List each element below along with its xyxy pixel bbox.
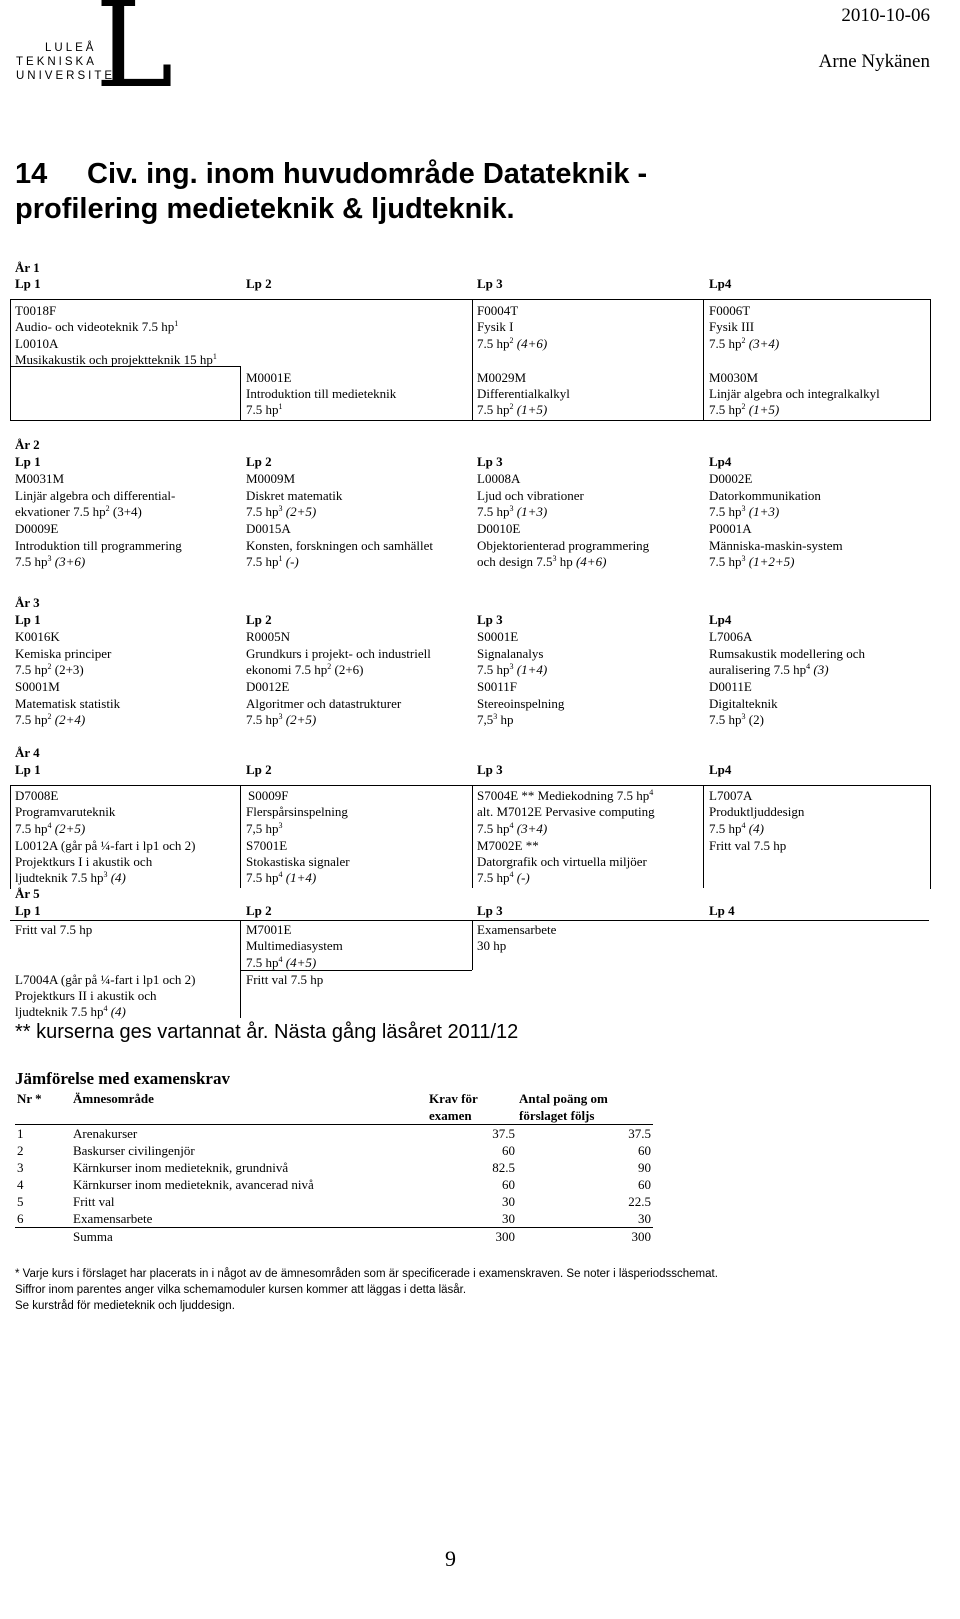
course-credits: 7.5 $hp^2$ (2+3) (15, 662, 84, 677)
course-code: L7007A (709, 788, 753, 803)
course-name: Produktljuddesign (709, 804, 805, 819)
year-5-divider (472, 920, 473, 970)
year-2-heading: År 2 (15, 437, 40, 452)
year-5-divider (240, 920, 241, 1018)
course-code: M0030M (709, 370, 759, 385)
title-line-1: Civ. ing. inom huvudområde Datateknik - (87, 158, 648, 190)
year-2-lp4: Lp4 (709, 454, 732, 469)
course-name: S7004E ** Mediekodning 7.5 $hp^4$ (477, 788, 654, 803)
course-code: K0016K (15, 629, 60, 644)
course-credits: $7,5^3$ hp (477, 712, 514, 727)
footnote-2: Siffror inom parentes anger vilka schemamoduler kursen kommer att läggas i detta läsår. (15, 1284, 467, 1296)
course-code: M0001E (246, 370, 292, 385)
year-4-divider (240, 785, 241, 888)
course-name: Grundkurs i projekt- och industriell (246, 646, 431, 661)
table-row: 5 Fritt val 30 22.5 (17, 1194, 651, 1209)
table-row: 2 Baskurser civilingenjör 60 60 (17, 1143, 651, 1158)
course-code: S7001E (246, 838, 288, 853)
course-credits: 7.5 $hp^4$ (3+4) (477, 821, 548, 836)
course-code: L0012A (går på ¼-fart i lp1 och 2) (15, 838, 196, 853)
year-3-lp4: Lp4 (709, 612, 732, 627)
course-name: Stereoinspelning (477, 696, 565, 711)
page-title (15, 157, 647, 227)
course-name: Objektorienterad programmering (477, 538, 650, 553)
header-antal: Antal poäng om förslaget följs (519, 1091, 608, 1123)
course-credits: 7.5 $hp^4$ (-) (477, 870, 530, 885)
year-1-divider (240, 366, 241, 420)
document-author: Arne Nykänen (818, 51, 930, 72)
course-code: M7001E (246, 922, 292, 937)
header-krav: Krav för examen (429, 1091, 478, 1123)
year-4-divider (472, 785, 473, 888)
logo-text-tekniska: TEKNISKA (16, 56, 97, 68)
course-name: Musikakustik och projektteknik 15 $hp^1$ (15, 352, 217, 367)
course-credits: ljudteknik 7.5 $hp^4$ (4) (15, 1004, 126, 1019)
course-code: S0011F (477, 679, 517, 694)
logo-text-lulea: LULEÅ (45, 42, 97, 54)
course-name: Rumsakustik modellering och (709, 646, 865, 661)
course-name: Signalanalys (477, 646, 544, 661)
course-name: Digitalteknik (709, 696, 778, 711)
course-credits: 7.5 $hp^2$ (1+5) (709, 402, 780, 417)
course-credits: 7.5 $hp^4$ (1+4) (246, 870, 317, 885)
section-number: 14 (15, 158, 48, 190)
year-3-lp3: Lp 3 (477, 612, 503, 627)
course-credits: 7,5 $hp^3$ (246, 821, 283, 836)
course-name: Kemiska principer (15, 646, 112, 661)
year-2-lp1: Lp 1 (15, 454, 41, 469)
table-row: 4 Kärnkurser inom medieteknik, avancerad nivå 60 60 (17, 1177, 651, 1192)
course-code: D0002E (709, 471, 753, 486)
course-code: L0010A (15, 336, 59, 351)
course-credits: 7.5 $hp^3$ (1+2+5) (709, 554, 795, 569)
year-1-divider (472, 299, 473, 420)
course-name: Linjär algebra och differential- (15, 488, 176, 503)
course-credits: 7.5 $hp^4$ (4) (709, 821, 764, 836)
course-credits: 7.5 $hp^3$ (2+5) (246, 504, 317, 519)
course-code: M0029M (477, 370, 527, 385)
course-name: Algoritmer och datastrukturer (246, 696, 402, 711)
table-header-row (15, 1090, 653, 1125)
course-credits: 7.5 $hp^1$ (246, 402, 283, 417)
year-1-lp3: Lp 3 (477, 276, 503, 291)
course-credits: 7.5 $hp^4$ (2+5) (15, 821, 86, 836)
course-credits: 30 hp (477, 938, 507, 953)
header-nr: Nr * (17, 1091, 42, 1106)
title-line-2: profilering medieteknik & ljudteknik. (15, 193, 515, 225)
course-name: Datorgrafik och virtuella miljöer (477, 854, 647, 869)
year-4-divider (703, 785, 704, 888)
year-4-lp1: Lp 1 (15, 762, 41, 777)
course-credits: 7.5 $hp^2$ (2+4) (15, 712, 86, 727)
course-credits: 7.5 $hp^3$ (1+4) (477, 662, 548, 677)
course-code: L7006A (709, 629, 753, 644)
year-1-lp1: Lp 1 (15, 276, 41, 291)
logo-text-universitet: UNIVERSITET (16, 70, 126, 82)
course-code: D0011E (709, 679, 752, 694)
course-credits: 7.5 $hp^3$ (1+3) (477, 504, 548, 519)
course-name: Fritt val 7.5 hp (246, 972, 324, 987)
course-name: Fysik I (477, 319, 514, 334)
course-name: Programvaruteknik (15, 804, 116, 819)
year-4-heading: År 4 (15, 745, 40, 760)
alternating-courses-note: ** kurserna ges vartannat år. Nästa gång läsåret 2011/12 (15, 1021, 519, 1043)
course-name: Audio- och videoteknik 7.5 $hp^1$ (15, 319, 179, 334)
year-5-lp2: Lp 2 (246, 903, 272, 918)
footnotes (15, 1266, 718, 1314)
year-4-lp4: Lp4 (709, 762, 732, 777)
comparison-table (15, 1090, 653, 1245)
course-credits: 7.5 $hp^3$ (2) (709, 712, 764, 727)
course-name: Stokastiska signaler (246, 854, 350, 869)
course-name: Ljud och vibrationer (477, 488, 584, 503)
course-name: Introduktion till programmering (15, 538, 182, 553)
year-5-divider (10, 920, 929, 921)
course-credits: 7.5 $hp^2$ (1+5) (477, 402, 548, 417)
course-code: S0001E (477, 629, 519, 644)
course-credits: 7.5 $hp^4$ (4+5) (246, 955, 317, 970)
course-name: Differentialkalkyl (477, 386, 570, 401)
course-name: Konsten, forskningen och samhället (246, 538, 434, 553)
course-name: Introduktion till medieteknik (246, 386, 397, 401)
year-4-lp3: Lp 3 (477, 762, 503, 777)
page-number: 9 (445, 1546, 456, 1571)
course-name: Linjär algebra och integralkalkyl (709, 386, 880, 401)
course-name: Projektkurs II i akustik och (15, 988, 157, 1003)
course-credits: 7.5 $hp^2$ (3+4) (709, 336, 780, 351)
table-sum-row: Summa 300 300 (73, 1229, 651, 1244)
course-name: Projektkurs I i akustik och (15, 854, 153, 869)
course-name: Diskret matematik (246, 488, 343, 503)
course-credits: auralisering 7.5 $hp^4$ (3) (709, 662, 829, 677)
year-3-lp1: Lp 1 (15, 612, 41, 627)
course-name: Examensarbete (477, 922, 557, 937)
course-name: Fysik III (709, 319, 755, 334)
course-credits: 7.5 $hp^3$ (3+6) (15, 554, 86, 569)
course-credits: 7.5 $hp^2$ (4+6) (477, 336, 548, 351)
course-credits: och design $7.5^3$ hp (4+6) (477, 554, 607, 569)
year-3-heading: År 3 (15, 595, 40, 610)
course-code: P0001A (709, 521, 752, 536)
course-code: S0001M (15, 679, 60, 694)
year-5-lp4: Lp 4 (709, 903, 735, 918)
year-3-lp2: Lp 2 (246, 612, 272, 627)
course-credits: 7.5 $hp^3$ (1+3) (709, 504, 780, 519)
course-code: M7002E ** (477, 838, 539, 853)
course-code: F0006T (709, 303, 751, 318)
course-code: S0009F (248, 788, 289, 803)
course-code: M0031M (15, 471, 65, 486)
course-name: Multimediasystem (246, 938, 343, 953)
course-code: L0008A (477, 471, 521, 486)
course-credits: ekonomi 7.5 $hp^2$ (2+6) (246, 662, 364, 677)
table-row: 6 Examensarbete 30 30 (17, 1211, 651, 1226)
table-row: 3 Kärnkurser inom medieteknik, grundnivå 82.5 90 (17, 1160, 651, 1175)
year-2-lp2: Lp 2 (246, 454, 272, 469)
footnote-3: Se kurstråd för medieteknik och ljuddesign. (15, 1300, 235, 1312)
year-1-lp4: Lp4 (709, 276, 732, 291)
course-code: D0009E (15, 521, 59, 536)
logo-letter-mark: L (95, 0, 174, 114)
header-area: Ämnesområde (73, 1091, 154, 1106)
course-code: D0012E (246, 679, 290, 694)
course-name: Fritt val 7.5 hp (15, 922, 93, 937)
year-5-lp3: Lp 3 (477, 903, 503, 918)
year-1-lp2: Lp 2 (246, 276, 272, 291)
footnote-1: * Varje kurs i förslaget har placerats in i något av de ämnesområden som är specificerade i examenskraven. Se noter i läsperiodsschemat. (15, 1268, 718, 1280)
course-credits: ekvationer 7.5 $hp^2$ (3+4) (15, 504, 142, 519)
course-credits: 7.5 $hp^3$ (2+5) (246, 712, 317, 727)
course-code: R0005N (246, 629, 291, 644)
course-code: D7008E (15, 788, 59, 803)
course-name: alt. M7012E Pervasive computing (477, 804, 655, 819)
comparison-title: Jämförelse med examenskrav (15, 1069, 230, 1088)
year-4-lp2: Lp 2 (246, 762, 272, 777)
table-row: 1 Arenakurser 37.5 37.5 (17, 1126, 651, 1141)
year-5-heading: År 5 (15, 886, 40, 901)
course-code: L7004A (går på ¼-fart i lp1 och 2) (15, 972, 196, 987)
course-name: Människa-maskin-system (709, 538, 843, 553)
course-name: Matematisk statistik (15, 696, 121, 711)
year-1-heading: År 1 (15, 260, 40, 275)
course-name: Fritt val 7.5 hp (709, 838, 787, 853)
course-code: F0004T (477, 303, 519, 318)
course-code: D0010E (477, 521, 521, 536)
course-code: D0015A (246, 521, 291, 536)
year-5-lp1: Lp 1 (15, 903, 41, 918)
course-name: Flerspårsinspelning (246, 804, 348, 819)
year-1-divider (703, 299, 704, 420)
course-code: M0009M (246, 471, 296, 486)
course-credits: 7.5 $hp^1$ (-) (246, 554, 299, 569)
course-credits: ljudteknik 7.5 $hp^3$ (4) (15, 870, 126, 885)
year-2-lp3: Lp 3 (477, 454, 503, 469)
course-name: Datorkommunikation (709, 488, 821, 503)
course-code: T0018F (15, 303, 57, 318)
document-date: 2010-10-06 (841, 5, 930, 26)
